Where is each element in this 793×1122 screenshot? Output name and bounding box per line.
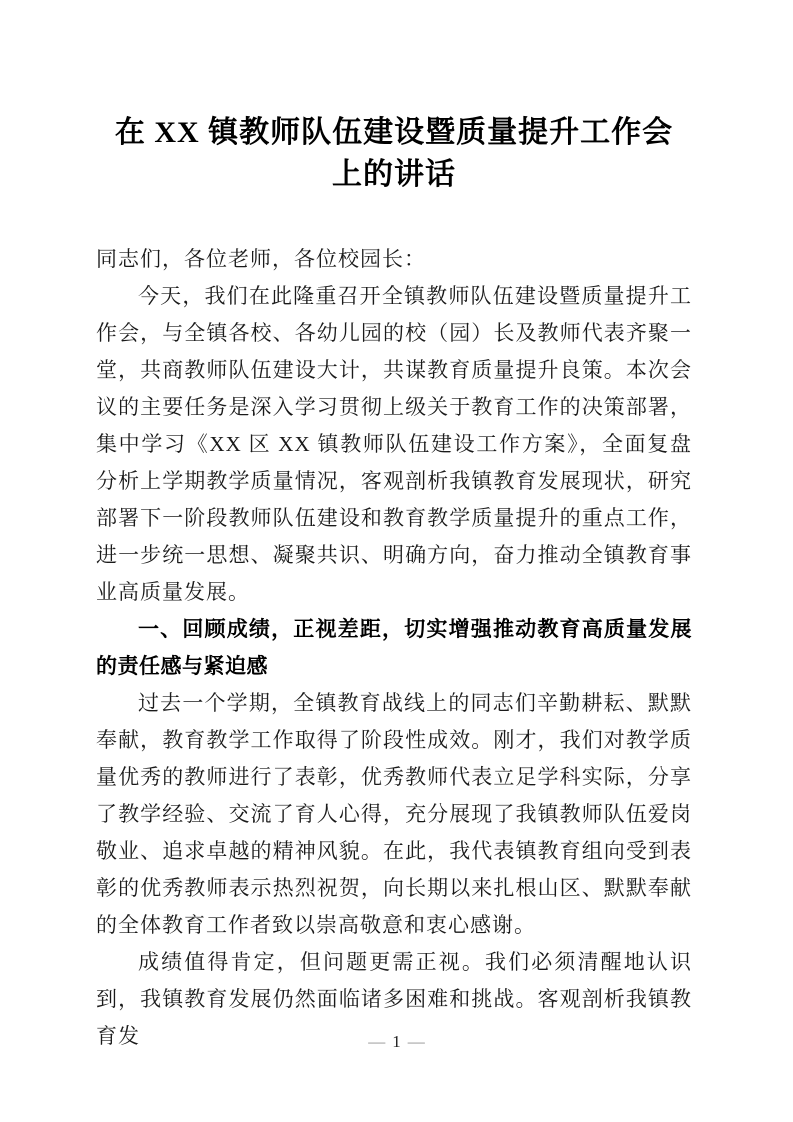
footer-right-dash: —	[407, 1032, 425, 1051]
document-title	[96, 112, 692, 196]
page-footer	[0, 1032, 793, 1052]
paragraph-achievements: 过去一个学期，全镇教育战线上的同志们辛勤耕耘、默默奉献，教育教学工作取得了阶段性成效。刚才，我们对教学质量优秀的教师进行了表彰，优秀教师代表立足学科实际，分享了教学经验、交流了育人心得，充分展现了我镇教师队伍爱岗敬业、追求卓越的精神风貌。在此，我代表镇教育组向受到表彰的优秀教师表示热烈祝贺，向长期以来扎根山区、默默奉献的全体教育工作者致以崇高敬意和衷心感谢。	[96, 691, 692, 937]
document-body	[96, 241, 692, 1055]
paragraph-greeting: 同志们，各位老师，各位校园长：	[96, 247, 426, 271]
document-content	[96, 0, 692, 1055]
document-title-line-1: 在 XX 镇教师队伍建设暨质量提升工作会	[114, 116, 674, 149]
paragraph-problems: 成绩值得肯定，但问题更需正视。我们必须清醒地认识到，我镇教育发展仍然面临诸多困难和挑战。客观剖析我镇教育发	[96, 950, 692, 1048]
page-number: 1	[392, 1032, 401, 1051]
paragraph-intro: 今天，我们在此隆重召开全镇教师队伍建设暨质量提升工作会，与全镇各校、各幼儿园的校（园）长及教师代表齐聚一堂，共商教师队伍建设大计，共谋教育质量提升良策。本次会议的主要任务是深入学习贯彻上级关于教育工作的决策部署，集中学习《XX 区 XX 镇教师队伍建设工作方案》，全面复盘分析上学期教学质量情况，客观剖析我镇教育发展现状，研究部署下一阶段教师队伍建设和教育教学质量提升的重点工作，进一步统一思想、凝聚共识、明确方向，奋力推动全镇教育事业高质量发展。	[96, 284, 692, 604]
footer-left-dash: —	[368, 1032, 386, 1051]
document-title-line-2: 上的讲话	[332, 158, 456, 191]
section-heading-1: 一、回顾成绩，正视差距，切实增强推动教育高质量发展的责任感与紧迫感	[96, 618, 692, 678]
